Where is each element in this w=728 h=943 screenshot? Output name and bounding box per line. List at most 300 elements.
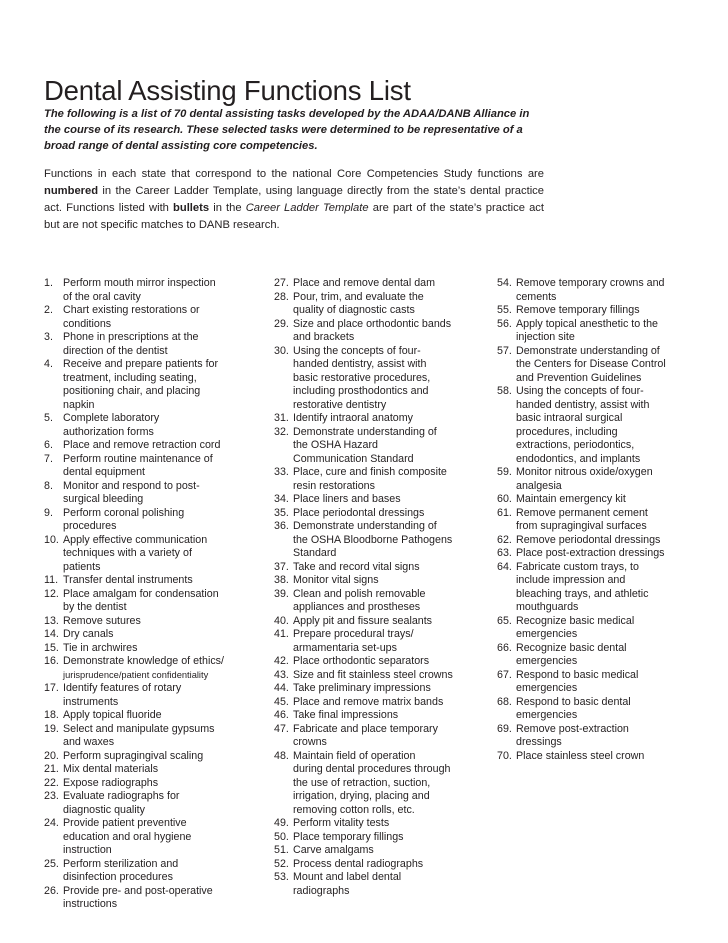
tasks-column-3 [497,277,712,763]
task-item [44,750,259,764]
task-item [274,507,484,521]
task-text-line: instruments [63,695,119,708]
task-number: 26. [44,884,59,897]
task-number: 67. [497,668,512,681]
task-text [63,615,259,629]
task-number: 59. [497,466,512,478]
task-text-line: Remove sutures [63,614,141,627]
task-item [44,885,259,912]
task-item [497,547,712,561]
task-text-line: Perform mouth mirror inspection [63,277,216,289]
task-text-line: Demonstrate understanding of [293,425,437,438]
description-part-3: in the [209,202,246,214]
task-text [293,507,484,521]
task-number: 57. [497,344,512,357]
task-item [44,331,259,358]
task-text-line: Using the concepts of four- [516,385,644,397]
task-number: 50. [274,830,289,843]
task-number: 55. [497,304,512,316]
task-item [274,520,484,561]
task-text-line: Process dental radiographs [293,857,424,870]
task-item [274,318,484,345]
task-item [44,817,259,858]
task-number: 21. [44,763,59,775]
task-text-line: jurisprudence/patient confidentiality [63,669,209,680]
task-text [516,277,712,304]
task-item [497,304,712,318]
task-number: 10. [44,533,59,546]
task-item [497,493,712,507]
intro-paragraph [44,106,544,154]
task-text-line: Apply effective communication [63,533,208,546]
task-text-line: Take preliminary impressions [293,682,431,694]
task-text [63,507,259,534]
task-text-line: of the oral cavity [63,290,141,303]
task-item [44,412,259,439]
task-item [44,358,259,412]
task-text-line: disinfection procedures [63,871,173,883]
task-text-line: Mix dental materials [63,763,159,775]
task-item [497,669,712,696]
task-text [293,466,484,493]
task-text-line: Size and fit stainless steel crowns [293,668,453,681]
task-number: 42. [274,655,289,667]
task-text-line: endodontics, and implants [516,452,641,465]
task-item [497,723,712,750]
task-text-line: Place post-extraction dressings [516,547,665,559]
task-number: 65. [497,614,512,627]
task-text-line: Remove periodontal dressings [516,533,661,546]
task-number: 70. [497,749,512,762]
task-text-line: Identify intraoral anatomy [293,412,413,424]
task-text-line: removing cotton rolls, etc. [293,803,415,816]
task-text-line: procedures, including [516,425,618,438]
task-text-line: resin restorations [293,479,375,492]
task-text [63,642,259,656]
task-text [293,682,484,696]
task-text [293,426,484,467]
task-number: 38. [274,574,289,586]
task-item [274,426,484,467]
task-text-line: Take final impressions [293,709,399,721]
task-text [293,750,484,818]
task-text-line: including prosthodontics and [293,385,429,397]
task-text [293,588,484,615]
task-text [63,304,259,331]
task-text [63,777,259,791]
task-text [63,790,259,817]
task-text-line: Communication Standard [293,452,414,465]
task-number: 8. [44,479,53,492]
task-number: 24. [44,817,59,829]
task-text [516,615,712,642]
task-item [497,642,712,669]
task-text [516,304,712,318]
task-text-line: analgesia [516,479,562,492]
task-text-line: Carve amalgams [293,844,374,856]
task-text-line: Transfer dental instruments [63,574,193,586]
task-item [497,615,712,642]
task-number: 33. [274,466,289,478]
task-item [44,628,259,642]
task-text-line: Remove post-extraction [516,722,629,735]
task-text-line: emergencies [516,709,578,721]
task-item [274,858,484,872]
task-text [63,588,259,615]
task-text-line: Prepare procedural trays/ [293,628,414,640]
emphasis-bullets: bullets [173,202,210,214]
task-number: 48. [274,749,289,762]
task-number: 20. [44,749,59,762]
task-text-line: armamentaria set-ups [293,641,397,654]
task-text-line: Respond to basic dental [516,695,631,708]
task-text-line: conditions [63,317,112,330]
task-number: 45. [274,695,289,708]
task-text-line: Expose radiographs [63,776,159,789]
task-text-line: Provide pre- and post-operative [63,884,213,897]
task-number: 28. [274,290,289,303]
task-text-line: Maintain emergency kit [516,493,626,505]
task-item [274,574,484,588]
task-item [274,277,484,291]
task-text [63,885,259,912]
task-text-line: Chart existing restorations or [63,304,200,316]
task-text-line: procedures [63,520,117,532]
tasks-column-2 [274,277,484,898]
task-number: 12. [44,587,59,600]
task-number: 37. [274,560,289,573]
task-number: 13. [44,614,59,627]
task-item [274,291,484,318]
task-item [497,534,712,548]
task-number: 2. [44,304,53,316]
task-number: 5. [44,412,53,424]
task-text-line: treatment, including seating, [63,371,197,384]
task-text-line: Standard [293,547,337,559]
task-text-line: crowns [293,736,327,748]
task-item [497,318,712,345]
task-number: 15. [44,641,59,654]
task-text [516,345,712,386]
task-text-line: Identify features of rotary [63,682,182,694]
task-number: 29. [274,317,289,330]
task-item [44,453,259,480]
task-text-line: Monitor and respond to post- [63,479,200,492]
task-text [293,628,484,655]
task-text [63,682,259,709]
task-item [274,628,484,655]
task-text [516,547,712,561]
task-item [44,439,259,453]
task-item [274,466,484,493]
task-text [516,642,712,669]
task-number: 51. [274,844,289,856]
task-text-line: Remove temporary fillings [516,304,640,316]
task-text-line: bleaching trays, and athletic [516,587,649,600]
task-text-line: Fabricate custom trays, to [516,560,639,573]
task-text-line: Monitor vital signs [293,574,379,586]
task-text-line: include impression and [516,574,626,586]
task-text-line: diagnostic quality [63,803,145,816]
task-number: 43. [274,668,289,681]
task-text-line: Perform supragingival scaling [63,749,204,762]
task-item [497,385,712,466]
task-text-line: emergencies [516,655,578,667]
task-item [497,561,712,615]
task-item [44,682,259,709]
task-text-line: Monitor nitrous oxide/oxygen [516,466,653,478]
task-number: 62. [497,533,512,546]
task-text-line: extractions, periodontics, [516,439,635,451]
task-text [293,696,484,710]
task-item [274,682,484,696]
task-item [44,858,259,885]
task-number: 16. [44,655,59,667]
task-item [274,493,484,507]
task-item [274,831,484,845]
task-text-line: Demonstrate understanding of [516,344,660,357]
task-text-line: instruction [63,844,112,856]
task-number: 27. [274,277,289,289]
task-text [293,318,484,345]
task-text [293,561,484,575]
task-text-line: quality of diagnostic casts [293,304,415,316]
description-paragraph [44,166,544,234]
task-text-line: instructions [63,898,118,910]
task-item [274,723,484,750]
task-text-line: Perform coronal polishing [63,506,185,519]
task-text [63,750,259,764]
task-item [274,696,484,710]
task-text-line: napkin [63,398,95,411]
task-text-line: Place liners and bases [293,493,401,505]
task-text [63,439,259,453]
task-number: 64. [497,560,512,573]
task-number: 3. [44,331,53,343]
task-item [274,588,484,615]
task-text [63,628,259,642]
task-text-line: cements [516,290,557,303]
task-text [293,520,484,561]
task-number: 4. [44,358,53,370]
task-text-line: injection site [516,331,575,343]
task-text-line: mouthguards [516,601,579,613]
task-text-line: Respond to basic medical [516,668,639,681]
task-text [516,385,712,466]
task-item [497,277,712,304]
task-text [516,507,712,534]
task-item [274,871,484,898]
task-text [63,574,259,588]
task-number: 41. [274,628,289,640]
task-text [293,831,484,845]
task-text [516,723,712,750]
task-text-line: the use of retraction, suction, [293,776,431,789]
task-number: 17. [44,682,59,694]
task-text [63,534,259,575]
task-item [44,790,259,817]
intro-text: The following is a list of 70 dental assisting tasks developed by the ADAA/DANB Alliance in the course of its research. These selected tasks were determined to be representative of a broad range of dental assisting core competencies. [44,108,530,152]
task-item [497,696,712,723]
task-number: 1. [44,277,53,289]
task-text [63,763,259,777]
task-text [516,750,712,764]
description-part-1: Functions in each state that correspond to the national Core Competencies Study functions are [44,168,544,180]
task-text-line: patients [63,560,101,573]
task-text-line: Place and remove dental dam [293,277,435,289]
task-number: 56. [497,317,512,330]
task-text-line: Place amalgam for condensation [63,587,219,600]
task-text [516,493,712,507]
task-text-line: Place stainless steel crown [516,749,645,762]
task-number: 61. [497,506,512,519]
task-text-line: Apply topical fluoride [63,709,162,721]
task-number: 19. [44,722,59,735]
task-number: 25. [44,857,59,870]
task-item [44,574,259,588]
task-text [293,412,484,426]
task-text-line: radiographs [293,884,350,897]
task-number: 58. [497,385,512,397]
task-text-line: appliances and prostheses [293,601,421,613]
task-number: 22. [44,776,59,789]
task-text-line: Perform routine maintenance of [63,452,213,465]
task-item [44,777,259,791]
task-text-line: by the dentist [63,601,127,613]
task-text [293,709,484,723]
task-text [63,709,259,723]
task-number: 63. [497,547,512,559]
description-part-4: are part of the state’s practice act but are not specific matches to DANB research. [44,202,544,231]
task-text-line: dental equipment [63,466,145,478]
description-text [44,166,544,234]
task-item [44,480,259,507]
task-text-line: Remove temporary crowns and [516,277,665,289]
task-text-line: the OSHA Hazard [293,439,378,451]
task-item [274,844,484,858]
task-text-line: emergencies [516,628,578,640]
task-text [63,358,259,412]
task-item [274,817,484,831]
task-text [516,318,712,345]
task-text [293,817,484,831]
task-text-line: the Centers for Disease Control [516,358,666,370]
tasks-column-1 [44,277,259,912]
task-text-line: Complete laboratory [63,412,160,424]
task-item [497,507,712,534]
task-number: 39. [274,587,289,600]
task-text-line: Using the concepts of four- [293,344,421,357]
task-text [63,817,259,858]
task-text-line: Mount and label dental [293,871,402,883]
task-item [274,669,484,683]
task-item [44,277,259,304]
task-text-line: Remove permanent cement [516,506,648,519]
task-text [293,844,484,858]
task-number: 44. [274,682,289,694]
task-text-line: Apply topical anesthetic to the [516,317,658,330]
task-text-line: basic restorative procedures, [293,371,431,384]
task-text-line: and waxes [63,736,115,748]
task-number: 23. [44,790,59,802]
page-title: Dental Assisting Functions List [44,75,411,107]
task-text-line: Evaluate radiographs for [63,790,180,802]
task-text-line: during dental procedures through [293,763,451,775]
task-number: 40. [274,614,289,627]
task-text-line: authorization forms [63,425,154,438]
task-text-line: and Prevention Guidelines [516,371,642,384]
task-text-line: Perform sterilization and [63,857,179,870]
task-text-line: education and oral hygiene [63,830,192,843]
task-text [293,871,484,898]
task-item [44,655,259,682]
task-item [44,763,259,777]
task-text [63,331,259,358]
description-part-2: in the Career Ladder Template, using language directly from the state’s dental practice act. Functions listed with [44,185,544,214]
task-text [293,723,484,750]
task-text [63,412,259,439]
task-item [497,750,712,764]
task-text-line: Clean and polish removable [293,587,426,600]
task-number: 66. [497,641,512,654]
task-text-line: Select and manipulate gypsums [63,722,215,735]
task-number: 60. [497,493,512,505]
task-text [293,291,484,318]
task-item [274,412,484,426]
task-number: 11. [44,574,59,586]
task-text [293,574,484,588]
task-text-line: techniques with a variety of [63,547,192,559]
task-text-line: surgical bleeding [63,493,144,505]
task-text-line: Pour, trim, and evaluate the [293,290,424,303]
task-number: 14. [44,628,59,640]
task-item [274,345,484,413]
task-text [63,723,259,750]
task-text-line: Place periodontal dressings [293,506,425,519]
task-text-line: Demonstrate knowledge of ethics/ [63,655,224,667]
task-text-line: Fabricate and place temporary [293,722,438,735]
task-text [63,453,259,480]
task-text-line: handed dentistry, assist with [293,358,427,370]
task-item [44,507,259,534]
task-number: 53. [274,871,289,883]
task-item [274,655,484,669]
task-text-line: from supragingival surfaces [516,520,647,532]
task-text-line: Place, cure and finish composite [293,466,447,478]
task-text-line: Receive and prepare patients for [63,358,219,370]
task-text-line: Recognize basic dental [516,641,627,654]
task-text-line: irrigation, drying, placing and [293,790,430,802]
task-text-line: Provide patient preventive [63,817,187,829]
task-text-line: direction of the dentist [63,344,168,357]
task-text-line: handed dentistry, assist with [516,398,650,411]
task-text [63,655,259,682]
task-number: 9. [44,506,53,519]
task-text-line: positioning chair, and placing [63,385,201,397]
task-text-line: basic intraoral surgical [516,412,623,424]
task-text-line: and brackets [293,331,355,343]
task-text [293,277,484,291]
task-item [44,588,259,615]
task-number: 32. [274,425,289,438]
task-text-line: Phone in prescriptions at the [63,331,199,343]
task-text [293,669,484,683]
task-text [293,615,484,629]
task-text [293,858,484,872]
task-text-line: Take and record vital signs [293,560,420,573]
task-text-line: Demonstrate understanding of [293,520,437,532]
task-item [44,709,259,723]
